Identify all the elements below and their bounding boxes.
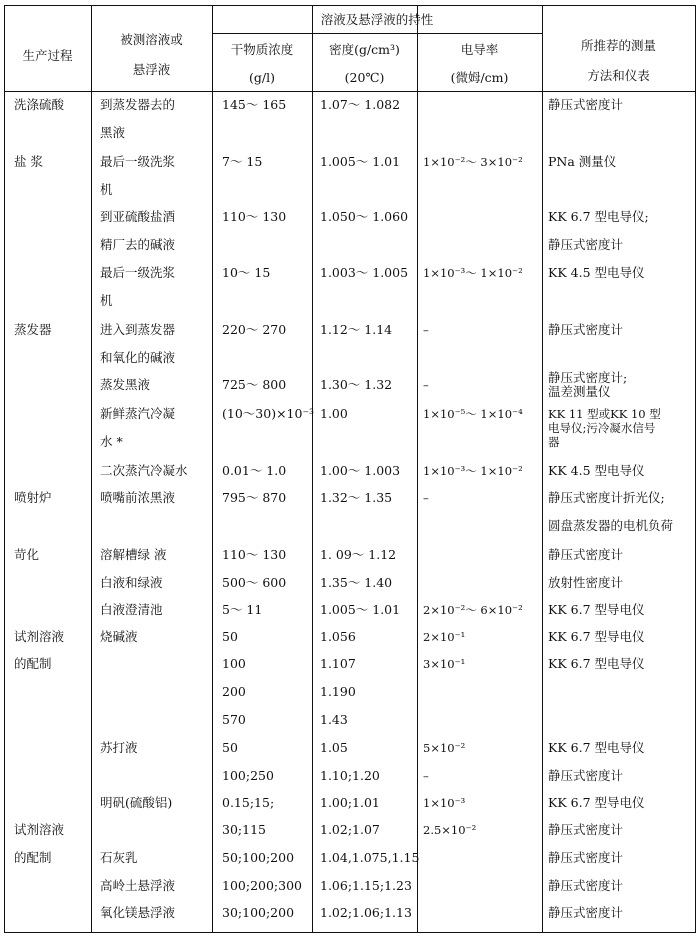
cell-process: 试剂溶液 xyxy=(14,629,65,644)
cell-conductivity: – xyxy=(423,491,429,505)
header-solution-l1: 被测溶液或 xyxy=(120,32,183,47)
cell-method: 静压式密度计 xyxy=(548,822,624,837)
cell-dry-matter: 500～ 600 xyxy=(222,575,287,590)
cell-solution: 高岭土悬浮液 xyxy=(100,878,176,893)
cell-density: 1.05 xyxy=(320,740,348,755)
cell-process: 苛化 xyxy=(14,547,40,562)
cell-method: KK 4.5 型电导仪 xyxy=(548,463,645,478)
cell-solution: 烧碱液 xyxy=(100,629,138,644)
cell-solution: 二次蒸汽冷凝水 xyxy=(100,463,188,478)
cell-method: 静压式密度计 xyxy=(548,547,624,562)
cell-solution: 机 xyxy=(100,182,113,197)
cell-process: 的配制 xyxy=(14,656,52,671)
cell-density: 1.005～ 1.01 xyxy=(320,154,401,169)
cell-dry-matter: 100;250 xyxy=(222,768,274,783)
cell-solution: 白液和绿液 xyxy=(100,575,163,590)
cell-solution: 苏打液 xyxy=(100,740,138,755)
cell-solution: 到蒸发器去的 xyxy=(100,97,176,112)
cell-density: 1.43 xyxy=(320,712,348,727)
cell-dry-matter: 30;115 xyxy=(222,822,266,837)
header-divider xyxy=(4,91,696,92)
cell-method: KK 11 型或KK 10 型 xyxy=(548,407,661,421)
header-cond-l1: 电导率 xyxy=(460,42,499,57)
cell-solution: 进入到蒸发器 xyxy=(100,322,176,337)
cell-dry-matter: 0.01～ 1.0 xyxy=(222,463,287,478)
cell-method: 静压式密度计; xyxy=(548,370,628,385)
header-dry-l1: 干物质浓度 xyxy=(230,42,294,57)
cell-solution: 石灰乳 xyxy=(100,850,138,865)
cell-density: 1.005～ 1.01 xyxy=(320,602,401,617)
cell-method: 器 xyxy=(548,435,560,449)
cell-conductivity: – xyxy=(423,769,429,783)
cell-solution: 水 * xyxy=(100,434,123,449)
header-props-group: 溶液及悬浮液的持性 xyxy=(320,12,434,27)
cell-density: 1.00～ 1.003 xyxy=(320,463,401,478)
cell-method: 静压式密度计 xyxy=(548,905,624,920)
cell-method: KK 6.7 型导电仪 xyxy=(548,795,645,810)
cell-method: KK 6.7 型导电仪 xyxy=(548,602,645,617)
cell-density: 1.050～ 1.060 xyxy=(320,209,409,224)
cell-density: 1.00;1.01 xyxy=(320,795,380,810)
cell-solution: 到亚硫酸盐酒 xyxy=(100,209,176,224)
cell-method: 放射性密度计 xyxy=(548,575,624,590)
header-cond-l2: (微姆/cm) xyxy=(450,70,509,85)
header-group-divider xyxy=(212,33,542,34)
column-divider xyxy=(542,5,543,933)
cell-solution: 喷嘴前浓黑液 xyxy=(100,490,176,505)
cell-process: 的配制 xyxy=(14,850,52,865)
cell-dry-matter: 100 xyxy=(222,656,246,671)
cell-density: 1.107 xyxy=(320,656,356,671)
cell-method: 静压式密度计 xyxy=(548,237,624,252)
cell-method: 静压式密度计折光仪; xyxy=(548,490,665,505)
cell-process: 洗涤硫酸 xyxy=(14,97,65,112)
header-solution-l2: 悬浮液 xyxy=(132,62,171,77)
cell-conductivity: 1×10⁻²～ 3×10⁻² xyxy=(423,155,523,169)
cell-process: 喷射炉 xyxy=(14,490,52,505)
header-process: 生产过程 xyxy=(22,48,73,63)
cell-density: 1.056 xyxy=(320,629,356,644)
cell-conductivity: 3×10⁻¹ xyxy=(423,657,466,671)
cell-conductivity: 5×10⁻² xyxy=(423,741,466,755)
cell-dry-matter: 50 xyxy=(222,629,238,644)
cell-dry-matter: 50;100;200 xyxy=(222,850,295,865)
cell-dry-matter: 110～ 130 xyxy=(222,209,287,224)
cell-solution: 最后一级洗浆 xyxy=(100,265,176,280)
column-divider xyxy=(417,5,418,933)
cell-conductivity: 2.5×10⁻² xyxy=(423,823,477,837)
data-table xyxy=(4,5,696,933)
cell-solution: 黑液 xyxy=(100,125,126,140)
cell-conductivity: 2×10⁻²～ 6×10⁻² xyxy=(423,603,523,617)
column-divider xyxy=(91,5,92,933)
cell-conductivity: – xyxy=(423,323,429,337)
cell-dry-matter: 110～ 130 xyxy=(222,547,287,562)
cell-density: 1.32～ 1.35 xyxy=(320,490,393,505)
cell-dry-matter: 50 xyxy=(222,740,238,755)
cell-dry-matter: 200 xyxy=(222,684,246,699)
column-divider xyxy=(212,5,213,933)
cell-method: KK 4.5 型电导仪 xyxy=(548,265,645,280)
column-divider xyxy=(312,5,313,933)
cell-dry-matter: 570 xyxy=(222,712,246,727)
cell-density: 1.12～ 1.14 xyxy=(320,322,393,337)
cell-dry-matter: 795～ 870 xyxy=(222,490,287,505)
cell-density: 1.35～ 1.40 xyxy=(320,575,393,590)
cell-density: 1. 09～ 1.12 xyxy=(320,547,397,562)
cell-solution: 和氧化的碱液 xyxy=(100,350,176,365)
cell-process: 蒸发器 xyxy=(14,322,52,337)
header-density-l1: 密度(g/cm³) xyxy=(329,42,400,57)
cell-dry-matter: 725～ 800 xyxy=(222,377,287,392)
table-border-right xyxy=(695,5,696,933)
cell-dry-matter: (10～30)×10⁻³ xyxy=(222,406,315,421)
cell-method: KK 6.7 型电导仪 xyxy=(548,740,645,755)
cell-density: 1.02;1.06;1.13 xyxy=(320,905,412,920)
table-border-bottom xyxy=(4,932,696,933)
cell-method: 静压式密度计 xyxy=(548,878,624,893)
cell-conductivity: 2×10⁻¹ xyxy=(423,630,466,644)
cell-method: 静压式密度计 xyxy=(548,322,624,337)
cell-method: 静压式密度计 xyxy=(548,97,624,112)
cell-process: 试剂溶液 xyxy=(14,822,65,837)
cell-dry-matter: 0.15;15; xyxy=(222,795,275,810)
cell-density: 1.07～ 1.082 xyxy=(320,97,401,112)
cell-dry-matter: 7～ 15 xyxy=(222,154,263,169)
cell-conductivity: 1×10⁻³～ 1×10⁻² xyxy=(423,464,523,478)
cell-process: 盐 浆 xyxy=(14,154,43,169)
cell-solution: 新鲜蒸汽冷凝 xyxy=(100,406,176,421)
header-dry-l2: (g/l) xyxy=(249,70,275,85)
cell-method: 电导仪;污冷凝水信号 xyxy=(548,421,656,435)
cell-method: 静压式密度计 xyxy=(548,850,624,865)
cell-conductivity: 1×10⁻⁵～ 1×10⁻⁴ xyxy=(423,407,523,421)
cell-conductivity: 1×10⁻³ xyxy=(423,796,466,810)
cell-solution: 机 xyxy=(100,293,113,308)
cell-method: 静压式密度计 xyxy=(548,768,624,783)
cell-dry-matter: 145～ 165 xyxy=(222,97,287,112)
header-method-l2: 方法和仪表 xyxy=(587,68,650,83)
cell-solution: 精厂去的碱液 xyxy=(100,237,176,252)
cell-dry-matter: 220～ 270 xyxy=(222,322,287,337)
cell-method: 圆盘蒸发器的电机负荷 xyxy=(548,518,674,533)
header-method-l1: 所推荐的测量 xyxy=(580,38,656,53)
cell-density: 1.003～ 1.005 xyxy=(320,265,409,280)
cell-dry-matter: 10～ 15 xyxy=(222,265,271,280)
table-border-left xyxy=(4,5,5,933)
cell-density: 1.06;1.15;1.23 xyxy=(320,878,412,893)
cell-density: 1.04,1.075,1.15 xyxy=(320,850,420,865)
cell-density: 1.30～ 1.32 xyxy=(320,377,393,392)
cell-solution: 最后一级洗浆 xyxy=(100,154,176,169)
cell-conductivity: 1×10⁻³～ 1×10⁻² xyxy=(423,266,523,280)
cell-solution: 白液澄清池 xyxy=(100,602,163,617)
cell-dry-matter: 5～ 11 xyxy=(222,602,263,617)
cell-density: 1.10;1.20 xyxy=(320,768,380,783)
cell-method: KK 6.7 型电导仪 xyxy=(548,656,645,671)
table-border-top xyxy=(4,5,696,6)
cell-method: 温差测量仪 xyxy=(548,384,611,399)
header-density-l2: (20℃) xyxy=(344,70,385,85)
cell-method: PNa 测量仪 xyxy=(548,154,617,169)
cell-solution: 明矾(硫酸铝) xyxy=(100,795,173,810)
cell-method: KK 6.7 型电导仪; xyxy=(548,209,649,224)
cell-dry-matter: 100;200;300 xyxy=(222,878,302,893)
cell-solution: 蒸发黑液 xyxy=(100,377,151,392)
cell-conductivity: – xyxy=(423,378,429,392)
cell-density: 1.190 xyxy=(320,684,356,699)
cell-method: KK 6.7 型导电仪 xyxy=(548,629,645,644)
cell-dry-matter: 30;100;200 xyxy=(222,905,295,920)
cell-solution: 溶解槽绿 液 xyxy=(100,547,167,562)
cell-solution: 氧化镁悬浮液 xyxy=(100,905,176,920)
cell-density: 1.02;1.07 xyxy=(320,822,380,837)
cell-density: 1.00 xyxy=(320,406,348,421)
